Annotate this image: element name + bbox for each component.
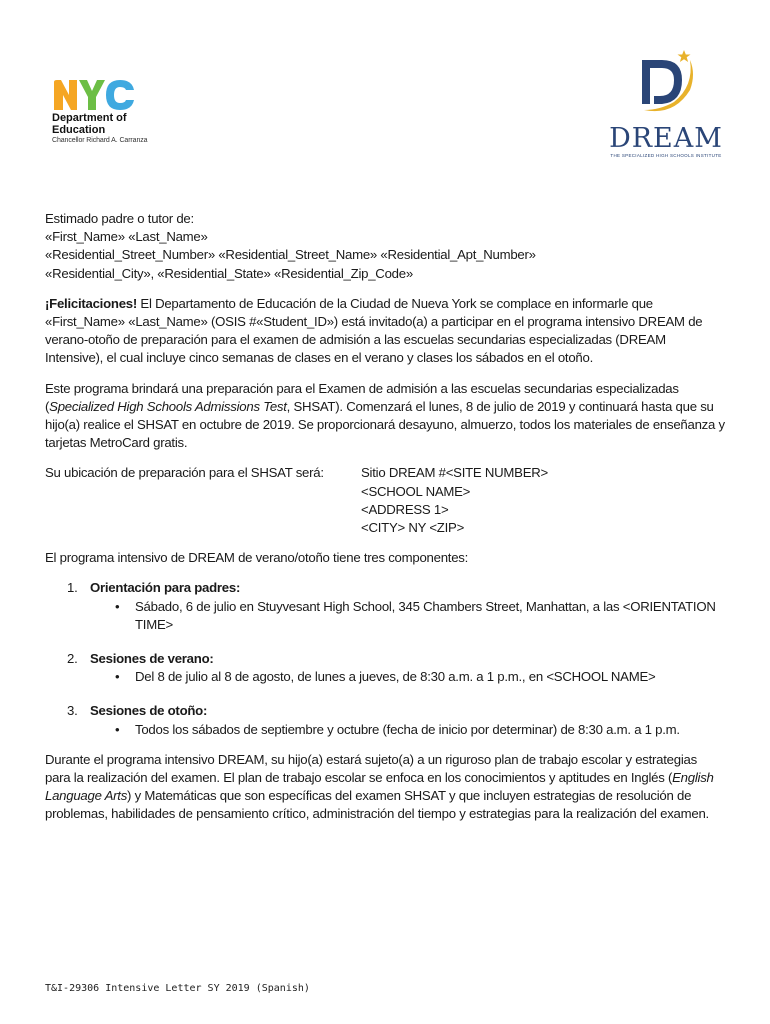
nyc-doe-logo (52, 78, 152, 146)
congratulations-text: El Departamento de Educación de la Ciudad de Nueva York se complace en informarle que «First_Name» «Last_Name» (OSIS #«Student_ID») está invitado(a) a participar en el programa intensivo DREAM de verano-otoño de preparación para el examen de admisión a las escuelas secundarias especializadas (DREAM Intensive), el cual incluye cinco semanas de clases en el verano y clases los sábados en el otoño. (45, 295, 703, 366)
greeting: Estimado padre o tutor de: (45, 211, 194, 226)
program-paragraph (45, 380, 725, 453)
dream-wordmark: DREAM (609, 123, 723, 154)
component-detail: • Todos los sábados de septiembre y octubre (fecha de inicio por determinar) de 8:30 a.m. a 1 p.m. (90, 721, 725, 739)
dream-tagline: THE SPECIALIZED HIGH SCHOOLS INSTITUTE (610, 153, 722, 158)
congratulations-paragraph (45, 295, 725, 368)
component-item (45, 702, 725, 738)
shsat-full-name: Specialized High Schools Admissions Test (49, 398, 287, 414)
dream-emblem-icon (634, 46, 698, 118)
site-school-name: <SCHOOL NAME> (361, 483, 471, 499)
component-bullets (90, 598, 725, 634)
component-title: Sesiones de verano: (90, 651, 214, 667)
site-number: Sitio DREAM #<SITE NUMBER> (361, 465, 548, 481)
congratulations-bold: ¡Felicitaciones! (45, 295, 138, 311)
site-label: Su ubicación de preparación para el SHSAT será: (45, 465, 324, 481)
doe-line-2: Education (52, 124, 106, 136)
component-bullets (90, 721, 725, 739)
components-list (45, 579, 725, 738)
letter-body (45, 210, 725, 824)
chancellor-line: Chancellor Richard A. Carranza (52, 137, 148, 144)
component-bullets (90, 668, 725, 686)
doe-line-1: Department of (52, 112, 127, 124)
program-text-a: Este programa brindará una preparación para el Examen de admisión a las escuelas secundarias especializadas ( (45, 380, 679, 414)
address-line-name: «First_Name» «Last_Name» (45, 229, 208, 245)
component-number: 3. (67, 703, 78, 719)
address-line-city: «Residential_City», «Residential_State» «Residential_Zip_Code» (45, 265, 413, 281)
components-intro: El programa intensivo de DREAM de verano/otoño tiene tres componentes: (45, 550, 469, 566)
component-title: Orientación para padres: (90, 580, 241, 596)
closing-paragraph (45, 751, 725, 824)
closing-text-b: ) y Matemáticas que son específicas del examen SHSAT y que incluyen estrategias de resolución de problemas, habilidades de pensamiento crítico, administración del tiempo y estrategias para la realización del examen. (45, 788, 709, 822)
nyc-logo-icon (52, 78, 136, 112)
dream-logo (608, 46, 724, 159)
component-title: Sesiones de otoño: (90, 703, 208, 719)
ela-term: English Language Arts (45, 770, 714, 804)
component-detail: • Sábado, 6 de julio en Stuyvesant High School, 345 Chambers Street, Manhattan, a las <ORIENTATION TIME> (90, 598, 725, 634)
footer-code: T&I-29306 Intensive Letter SY 2019 (Spanish) (45, 983, 310, 994)
component-number: 1. (67, 580, 78, 596)
program-text-b: , SHSAT). Comenzará el lunes, 8 de julio de 2019 y continuará hasta que su hijo(a) realice el SHSAT en octubre de 2019. Se proporcionará desayuno, almuerzo, todos los materiales de enseñanza y tarjetas MetroCard gratis. (45, 398, 725, 451)
component-detail: • Del 8 de julio al 8 de agosto, de lunes a jueves, de 8:30 a.m. a 1 p.m., en <SCHOOL NAME> (90, 668, 725, 686)
closing-text-a: Durante el programa intensivo DREAM, su hijo(a) estará sujeto(a) a un riguroso plan de trabajo escolar y estrategias para la realización del examen. El plan de trabajo escolar se enfoca en los conocimientos y aptitudes en Inglés ( (45, 751, 697, 786)
component-number: 2. (67, 651, 78, 667)
component-item (45, 579, 725, 634)
site-address-1: <ADDRESS 1> (361, 501, 449, 517)
address-line-street: «Residential_Street_Number» «Residential_Street_Name» «Residential_Apt_Number» (45, 247, 536, 263)
component-item (45, 650, 725, 686)
site-location (45, 464, 725, 537)
site-address (361, 464, 725, 537)
site-city-zip: <CITY> NY <ZIP> (361, 520, 465, 536)
